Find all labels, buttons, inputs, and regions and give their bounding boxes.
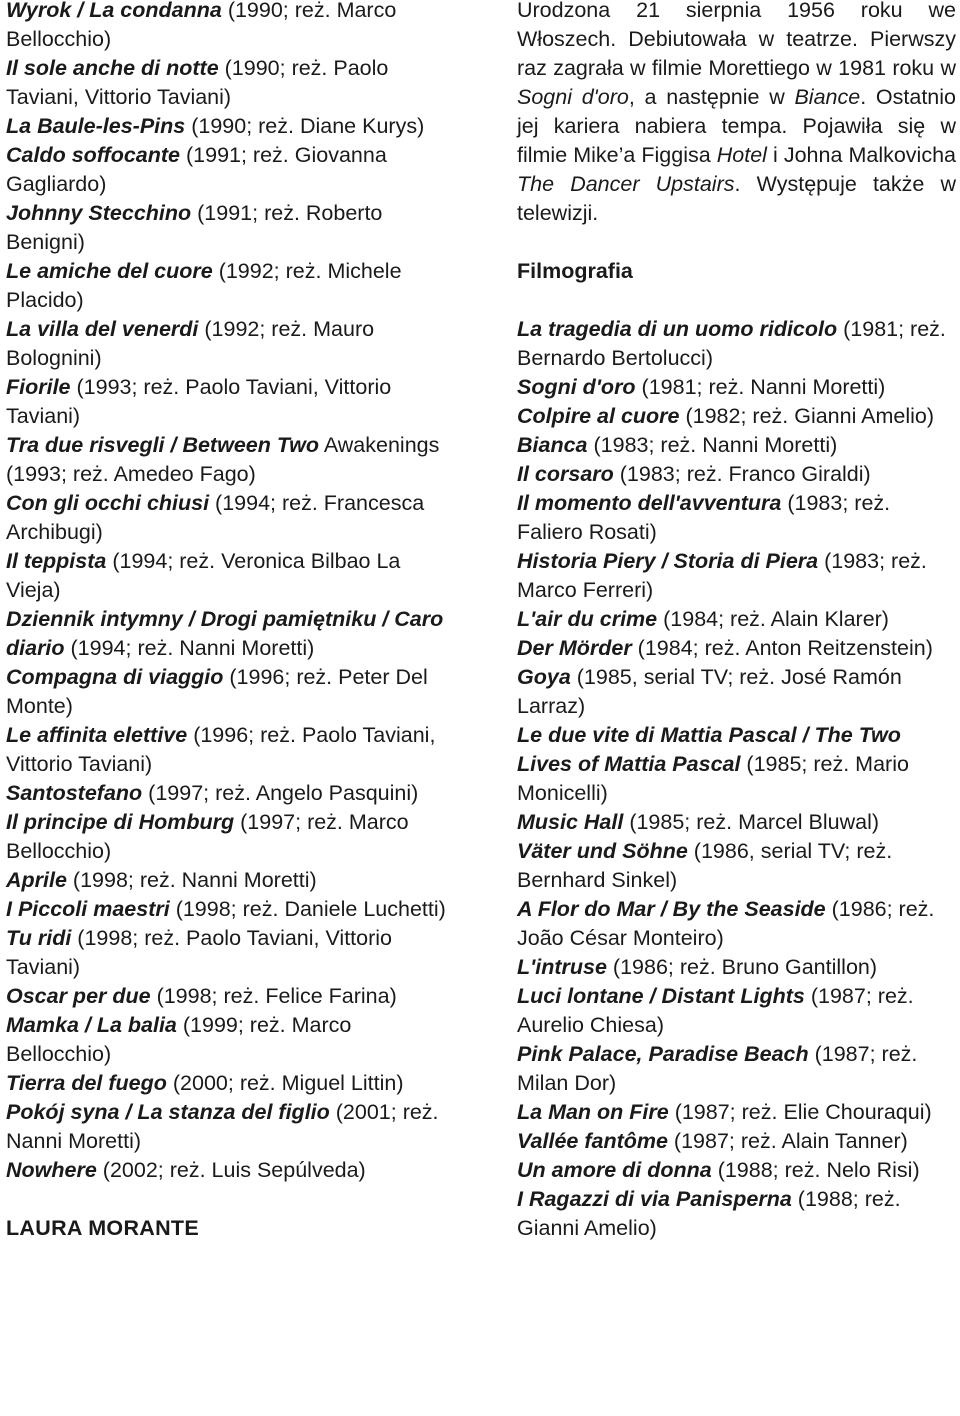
film-credit: (1986; reż. Bruno Gantillon) (606, 955, 878, 979)
film-credit: (1987; reż. Alain Tanner) (667, 1129, 908, 1153)
film-credit: (1993; reż. Paolo Taviani, Vittorio Taviani) (6, 375, 392, 428)
film-entry (6, 1069, 446, 1098)
film-title: Le amiche del cuore (6, 259, 213, 283)
film-entry (517, 547, 956, 605)
film-title: Le due vite di Mattia Pascal / The Two Lives of Mattia Pascal (517, 723, 901, 776)
film-title: Pokój syna / La stanza del figlio (6, 1100, 330, 1124)
film-credit: (1994; reż. Veronica Bilbao La Vieja) (6, 549, 401, 602)
film-entry (6, 808, 446, 866)
bio-text: . Ostatnio jej kariera nabiera tempa. Pojawiła się w filmie Mike’a Figgisa (517, 85, 956, 167)
film-credit: (1988; reż. Nelo Risi) (711, 1158, 920, 1182)
film-entry (6, 141, 446, 199)
film-entry (6, 1156, 446, 1185)
film-title: La villa del venerdi (6, 317, 199, 341)
film-credit: (1998; reż. Paolo Taviani, Vittorio Taviani) (6, 926, 393, 979)
film-title: Nowhere (6, 1158, 97, 1182)
film-entry (6, 866, 446, 895)
film-title: Sogni d'oro (517, 375, 636, 399)
film-title: Bianca (517, 433, 588, 457)
film-credit: (1981; reż. Nanni Moretti) (635, 375, 886, 399)
film-entry (6, 489, 446, 547)
film-title: Il corsaro (517, 462, 614, 486)
film-entry (517, 460, 956, 489)
film-entry (517, 1040, 956, 1098)
film-title: La Baule-les-Pins (6, 114, 186, 138)
film-credit: (1981; reż. Bernardo Bertolucci) (517, 317, 946, 370)
filmography-heading: Filmografia (517, 259, 633, 283)
film-title: Oscar per due (6, 984, 151, 1008)
film-credit: (1990; reż. Diane Kurys) (185, 114, 425, 138)
left-column (6, 0, 446, 1243)
film-entry (517, 402, 956, 431)
film-entry (6, 663, 446, 721)
film-entry (6, 924, 446, 982)
film-title: Compagna di viaggio (6, 665, 224, 689)
film-title: I Piccoli maestri (6, 897, 170, 921)
bio-text: . Występuje także w telewizji. (517, 172, 956, 225)
film-entry (517, 315, 956, 373)
film-credit: (1987; reż. Elie Chouraqui) (668, 1100, 932, 1124)
film-credit: (1988; reż. Gianni Amelio) (517, 1187, 901, 1240)
film-title: Il momento dell'avventura (517, 491, 782, 515)
film-entry (517, 489, 956, 547)
film-credit: (1987; reż. Milan Dor) (517, 1042, 918, 1095)
film-credit: (1990; reż. Paolo Taviani, Vittorio Taviani) (6, 56, 389, 109)
film-title: L'intruse (517, 955, 607, 979)
film-title: Väter und Söhne (517, 839, 688, 863)
film-title: Mamka / La balia (6, 1013, 177, 1037)
film-title: Il principe di Homburg (6, 810, 235, 834)
film-credit: Awakenings (1993; reż. Amedeo Fago) (6, 433, 440, 486)
film-entry (6, 721, 446, 779)
film-entry (517, 663, 956, 721)
film-title: Historia Piery / Storia di Piera (517, 549, 819, 573)
bio-film-ref: Biance (794, 85, 861, 109)
film-entry (6, 547, 446, 605)
film-entry (6, 1098, 446, 1156)
bio-film-ref: The Dancer Upstairs (517, 172, 735, 196)
film-title: Con gli occhi chiusi (6, 491, 210, 515)
bio-text: i Johna Malkovicha (766, 143, 956, 167)
film-title: A Flor do Mar / By the Seaside (517, 897, 826, 921)
film-title: Colpire al cuore (517, 404, 680, 428)
bio-text: , a następnie w (628, 85, 795, 109)
film-entry (517, 373, 956, 402)
film-credit: (2001; reż. Nanni Moretti) (6, 1100, 439, 1153)
film-entry (517, 895, 956, 953)
film-credit: (2002; reż. Luis Sepúlveda) (96, 1158, 366, 1182)
right-column (517, 0, 956, 1243)
film-entry (517, 808, 956, 837)
film-title: La Man on Fire (517, 1100, 669, 1124)
film-credit: (1985, serial TV; reż. José Ramón Larraz) (517, 665, 902, 718)
film-credit: (1996; reż. Peter Del Monte) (6, 665, 428, 718)
film-credit: (1999; reż. Marco Bellocchio) (6, 1013, 352, 1066)
film-title: Caldo soffocante (6, 143, 181, 167)
film-title: Dziennik intymny / Drogi pamiętniku / Caro diario (6, 607, 444, 660)
film-entry (6, 431, 446, 489)
film-entry (6, 0, 446, 54)
film-credit: (1983; reż. Faliero Rosati) (517, 491, 891, 544)
film-credit: (1983; reż. Franco Giraldi) (613, 462, 871, 486)
bio-film-ref: Hotel (716, 143, 767, 167)
film-credit: (1997; reż. Marco Bellocchio) (6, 810, 409, 863)
film-title: Un amore di donna (517, 1158, 712, 1182)
film-credit: (2000; reż. Miguel Littin) (166, 1071, 404, 1095)
film-title: Il teppista (6, 549, 107, 573)
film-title: Wyrok / La condanna (6, 0, 222, 22)
film-credit: (1992; reż. Michele Placido) (6, 259, 402, 312)
film-title: Pink Palace, Paradise Beach (517, 1042, 809, 1066)
film-title: Tierra del fuego (6, 1071, 167, 1095)
film-title: Il sole anche di notte (6, 56, 219, 80)
film-entry (517, 605, 956, 634)
film-title: Fiorile (6, 375, 71, 399)
film-title: Vallée fantôme (517, 1129, 668, 1153)
film-entry (6, 1011, 446, 1069)
film-title: I Ragazzi di via Panisperna (517, 1187, 792, 1211)
film-entry (6, 373, 446, 431)
film-title: La tragedia di un uomo ridicolo (517, 317, 838, 341)
film-credit: (1982; reż. Gianni Amelio) (679, 404, 935, 428)
film-credit: (1998; reż. Daniele Luchetti) (169, 897, 446, 921)
film-entry (6, 982, 446, 1011)
film-entry (6, 199, 446, 257)
film-title: Goya (517, 665, 571, 689)
film-credit: (1997; reż. Angelo Pasquini) (142, 781, 419, 805)
bio-text: Urodzona 21 sierpnia 1956 roku we Włoszech. Debiutowała w teatrze. Pierwszy raz zagrała w filmie Morettiego w 1981 roku w (517, 0, 956, 80)
film-title: Tra due risvegli / Between Two (6, 433, 320, 457)
film-title: Le affinita elettive (6, 723, 188, 747)
film-entry (517, 721, 956, 808)
film-entry (6, 779, 446, 808)
film-credit: (1991; reż. Roberto Benigni) (6, 201, 383, 254)
film-entry (517, 1185, 956, 1243)
film-credit: (1983; reż. Nanni Moretti) (587, 433, 838, 457)
film-credit: (1994; reż. Francesca Archibugi) (6, 491, 425, 544)
film-title: Der Mörder (517, 636, 632, 660)
film-credit: (1987; reż. Aurelio Chiesa) (517, 984, 914, 1037)
film-entry (517, 1127, 956, 1156)
film-entry (6, 54, 446, 112)
film-credit: (1991; reż. Giovanna Gagliardo) (6, 143, 387, 196)
bio-film-ref: Sogni d'oro (517, 85, 629, 109)
film-entry (6, 315, 446, 373)
film-credit: (1996; reż. Paolo Taviani, Vittorio Taviani) (6, 723, 436, 776)
film-credit: (1985; reż. Mario Monicelli) (517, 752, 909, 805)
film-entry (517, 982, 956, 1040)
film-credit: (1994; reż. Nanni Moretti) (64, 636, 315, 660)
film-credit: (1983; reż. Marco Ferreri) (517, 549, 927, 602)
film-entry (6, 257, 446, 315)
film-entry (517, 634, 956, 663)
film-credit: (1984; reż. Anton Reitzenstein) (631, 636, 933, 660)
film-title: Music Hall (517, 810, 624, 834)
film-entry (6, 112, 446, 141)
film-credit: (1998; reż. Felice Farina) (150, 984, 397, 1008)
film-entry (517, 431, 956, 460)
film-credit: (1992; reż. Mauro Bolognini) (6, 317, 375, 370)
film-title: Luci lontane / Distant Lights (517, 984, 805, 1008)
film-entry (517, 1098, 956, 1127)
film-title: L'air du crime (517, 607, 658, 631)
actor-name-heading: LAURA MORANTE (6, 1216, 200, 1240)
film-credit: (1990; reż. Marco Bellocchio) (6, 0, 397, 51)
film-title: Santostefano (6, 781, 143, 805)
film-entry (6, 605, 446, 663)
biography-paragraph (517, 0, 956, 228)
film-credit: (1985; reż. Marcel Bluwal) (623, 810, 880, 834)
film-title: Johnny Stecchino (6, 201, 192, 225)
film-credit: (1986; reż. João César Monteiro) (517, 897, 935, 950)
film-title: Aprile (6, 868, 67, 892)
film-entry (6, 895, 446, 924)
film-entry (517, 953, 956, 982)
film-credit: (1998; reż. Nanni Moretti) (66, 868, 317, 892)
film-credit: (1986, serial TV; reż. Bernhard Sinkel) (517, 839, 893, 892)
film-entry (517, 1156, 956, 1185)
film-title: Tu ridi (6, 926, 72, 950)
film-credit: (1984; reż. Alain Klarer) (657, 607, 889, 631)
film-entry (517, 837, 956, 895)
